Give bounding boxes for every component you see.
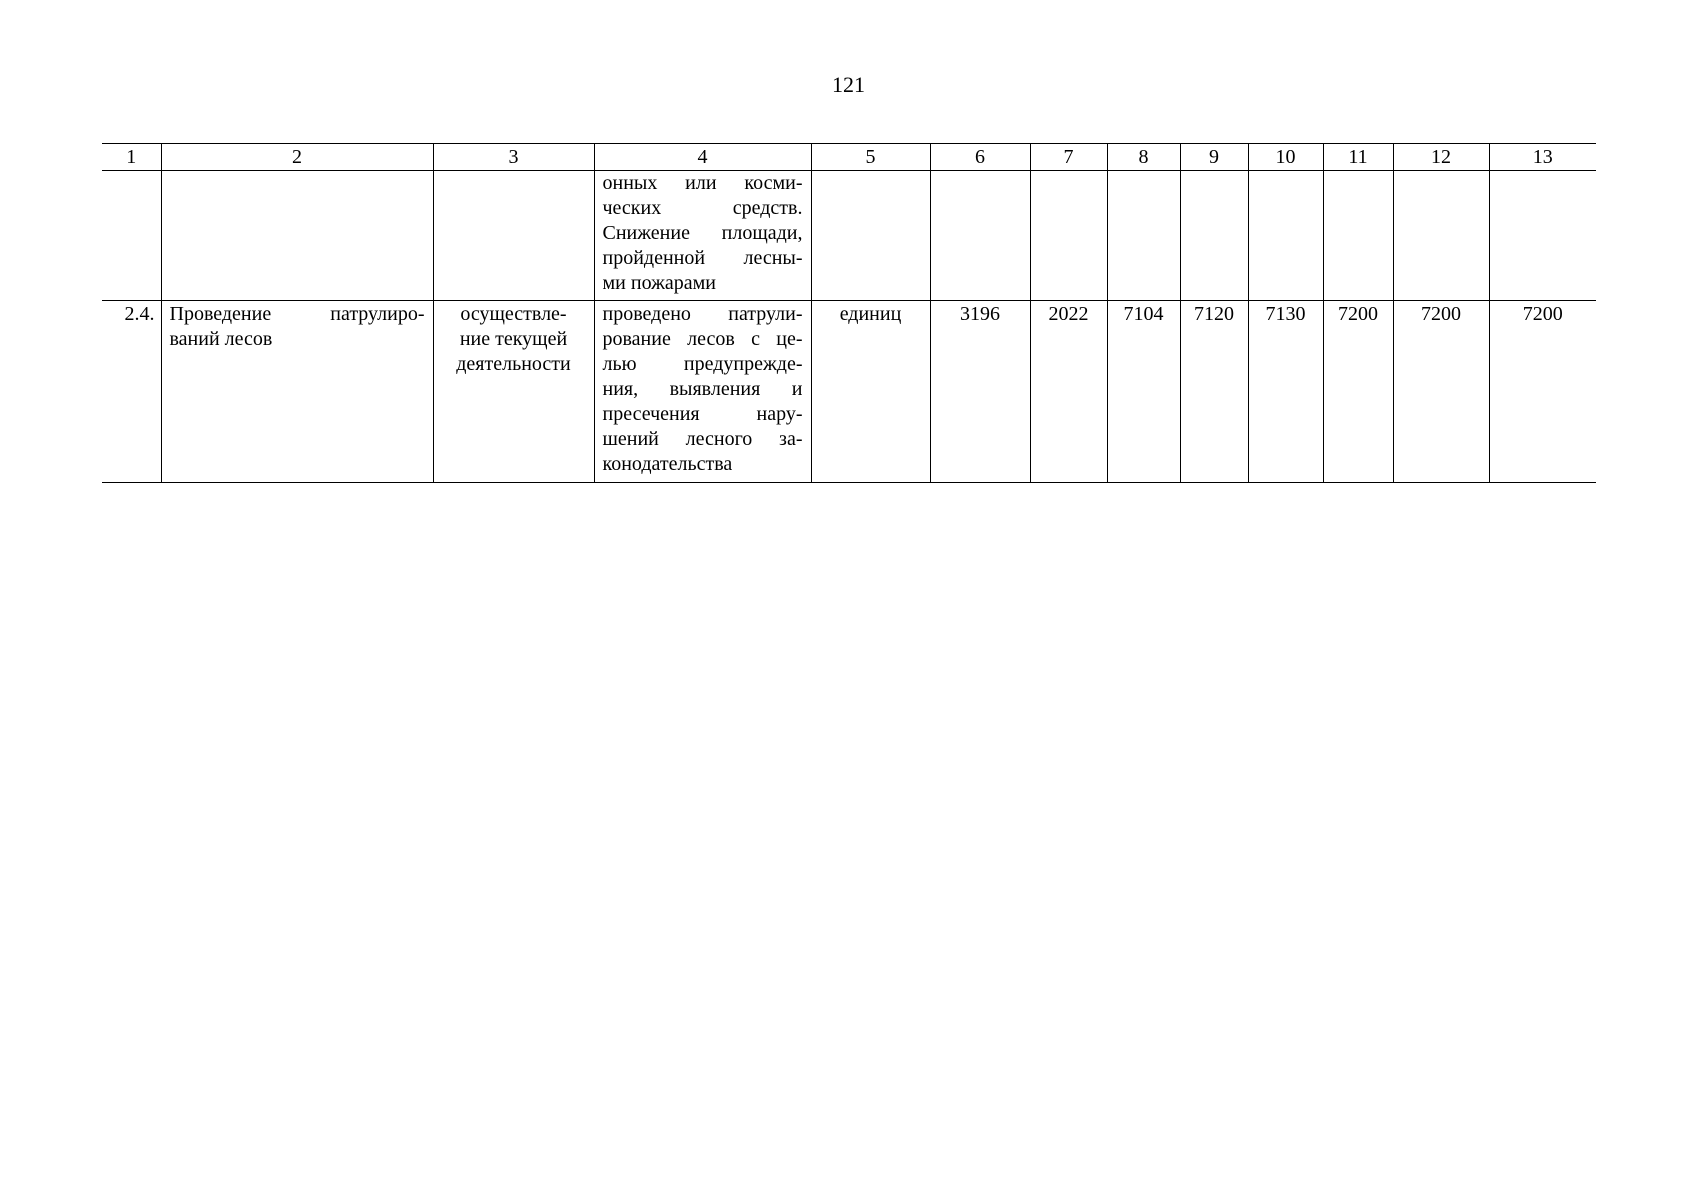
value-cell: 7130 xyxy=(1248,301,1323,483)
value-cell: 7200 xyxy=(1323,301,1393,483)
column-header: 12 xyxy=(1393,144,1489,171)
table-header-row xyxy=(102,144,1596,171)
table-cell xyxy=(930,171,1030,301)
text-line: ния, выявления и xyxy=(602,378,803,400)
text-line: рование лесов с це- xyxy=(602,328,803,350)
value-cell: 7200 xyxy=(1489,301,1596,483)
indicators-table xyxy=(102,143,1596,483)
table-cell xyxy=(811,171,930,301)
column-header: 4 xyxy=(594,144,811,171)
row-number: 2.4. xyxy=(102,301,161,483)
text-line: лью предупрежде- xyxy=(602,353,803,375)
value-cell: 7120 xyxy=(1180,301,1248,483)
unit-cell: единиц xyxy=(811,301,930,483)
column-header: 7 xyxy=(1030,144,1107,171)
value-cell: 7104 xyxy=(1107,301,1180,483)
table-cell xyxy=(1323,171,1393,301)
text-line: деятельности xyxy=(456,353,571,375)
column-header: 9 xyxy=(1180,144,1248,171)
text-line: ваний лесов xyxy=(169,328,273,350)
column-header: 6 xyxy=(930,144,1030,171)
column-header: 11 xyxy=(1323,144,1393,171)
table-cell xyxy=(1489,171,1596,301)
table-cell xyxy=(102,171,161,301)
table-cell xyxy=(1393,171,1489,301)
table-cell xyxy=(433,171,594,301)
text-line: конодательства xyxy=(602,453,733,475)
value-cell: 2022 xyxy=(1030,301,1107,483)
term-cell xyxy=(433,301,594,483)
table-row-continuation xyxy=(102,171,1596,301)
result-cell-continuation xyxy=(594,171,811,301)
text-line: онных или косми- xyxy=(602,172,803,194)
page-number: 121 xyxy=(832,72,865,97)
text-line: шений лесного за- xyxy=(602,428,803,450)
table-cell xyxy=(1107,171,1180,301)
table-cell xyxy=(1030,171,1107,301)
text-line: ние текущей xyxy=(459,328,568,350)
column-header: 2 xyxy=(161,144,433,171)
value-cell: 7200 xyxy=(1393,301,1489,483)
text-line: ческих средств. xyxy=(602,197,803,219)
column-header: 10 xyxy=(1248,144,1323,171)
column-header: 1 xyxy=(102,144,161,171)
text-line: Проведение патрулиро- xyxy=(169,303,425,325)
text-line: проведено патрули- xyxy=(602,303,803,325)
table-row xyxy=(102,301,1596,483)
column-header: 13 xyxy=(1489,144,1596,171)
column-header: 5 xyxy=(811,144,930,171)
text-line: осуществле- xyxy=(460,303,567,325)
text-line: пресечения нару- xyxy=(602,403,803,425)
text-line: пройденной лесны- xyxy=(602,247,803,269)
table-cell xyxy=(1180,171,1248,301)
value-cell: 3196 xyxy=(930,301,1030,483)
table-cell xyxy=(161,171,433,301)
text-line: ми пожарами xyxy=(602,272,716,294)
activity-name-cell xyxy=(161,301,433,483)
column-header: 3 xyxy=(433,144,594,171)
column-header: 8 xyxy=(1107,144,1180,171)
result-cell xyxy=(594,301,811,483)
table-cell xyxy=(1248,171,1323,301)
text-line: Снижение площади, xyxy=(602,222,803,244)
